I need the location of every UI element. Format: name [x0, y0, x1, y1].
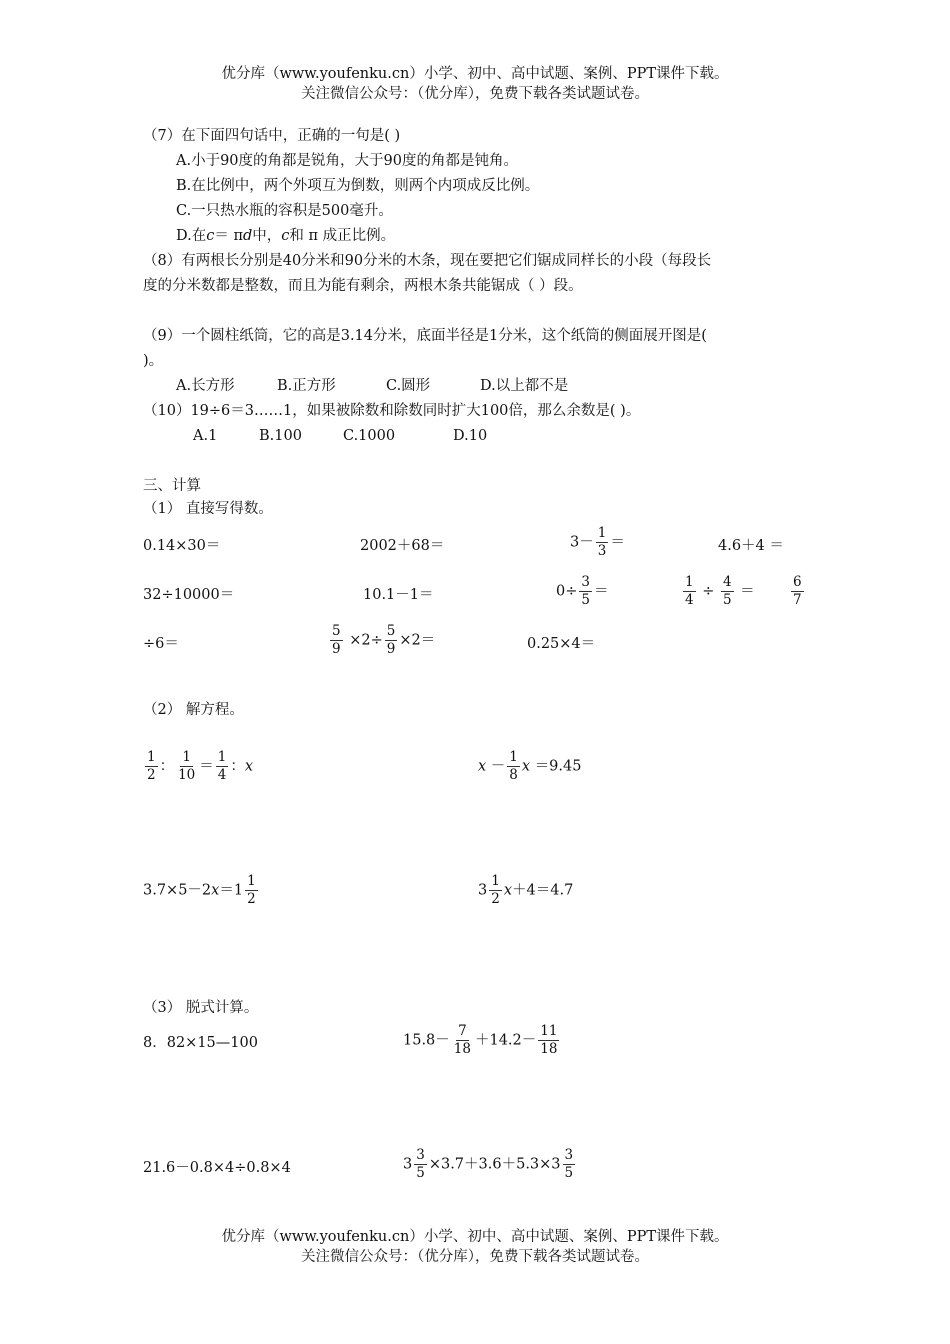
q9-option-b: B.正方形 — [277, 378, 336, 394]
q10-option-c: C.1000 — [343, 428, 396, 444]
direct-r2-a: 32÷10000＝ — [143, 587, 235, 603]
q7-option-a: A.小于90度的角都是锐角，大于90度的角都是钝角。 — [176, 153, 518, 169]
q10-option-b: B.100 — [259, 428, 302, 444]
fraction: $\frac{3}{5}$ — [564, 1147, 574, 1181]
direct-r1-d: 4.6＋4 ＝ — [718, 538, 784, 554]
q7-option-c: C.一只热水瓶的容积是500毫升。 — [176, 203, 393, 219]
q9-line2: )。 — [143, 353, 164, 369]
direct-r1-c: 3－ $\frac{1}{3}$ ＝ — [570, 525, 625, 559]
q9-line1: （9）一个圆柱纸筒，它的高是3.14分米，底面半径是1分米，这个纸筒的侧面展开图是( — [143, 328, 707, 344]
fraction: $\frac{7}{18}$ — [453, 1023, 471, 1057]
q10-stem: （10）19÷6＝3……1，如果被除数和除数同时扩大100倍，那么余数是( )。 — [143, 403, 641, 419]
fraction: $\frac{4}{5}$ — [722, 574, 732, 608]
fraction: $\frac{5}{9}$ — [386, 623, 396, 657]
calc-3: 21.6－0.8×4÷0.8×4 — [143, 1160, 291, 1176]
fraction: $\frac{1}{3}$ — [597, 525, 607, 559]
fraction: $\frac{3}{5}$ — [581, 574, 590, 608]
direct-r2-e — [789, 575, 806, 608]
q10-option-d: D.10 — [453, 428, 488, 444]
direct-r2-b: 10.1－1＝ — [363, 587, 434, 603]
page-header-line2: 关注微信公众号：（优分库），免费下载各类试题试卷。 — [301, 86, 649, 102]
fraction: $\frac{1}{2}$ — [247, 873, 256, 907]
q8-line1: （8）有两根长分别是40分米和90分米的木条，现在要把它们锯成同样长的小段（每段长 — [143, 253, 712, 269]
q8-line2: 度的分米数都是整数，而且为能有剩余，两根木条共能锯成（ ）段。 — [143, 278, 583, 294]
fraction: $\frac{6}{7}$ — [793, 574, 802, 608]
direct-r2-c: 0÷ $\frac{3}{5}$ ＝ — [556, 574, 609, 608]
equation-1: $\frac{1}{2}$ ： $\frac{1}{10}$ ＝ $\frac{1}{4}$ ：x — [147, 749, 254, 783]
equation-2: x － $\frac{1}{8}$ x ＝9.45 — [478, 749, 582, 783]
fraction: $\frac{1}{2}$ — [491, 873, 500, 907]
fraction: $\frac{1}{4}$ — [217, 749, 227, 783]
page-header-line1: 优分库（www.youfenku.cn）小学、初中、高中试题、案例、PPT课件下载。 — [221, 66, 729, 82]
q7-stem: （7）在下面四句话中，正确的一句是( ) — [143, 128, 401, 144]
fraction: $\frac{1}{10}$ — [178, 749, 196, 783]
q7-option-d: D.在c＝ πd中，c和 π 成正比例。 — [176, 228, 396, 244]
part-1-title: （1） 直接写得数。 — [143, 501, 273, 517]
q10-option-a: A.1 — [193, 428, 218, 444]
section-3-title: 三、计算 — [143, 478, 201, 494]
direct-r2-d: $\frac{1}{4}$ ÷ $\frac{4}{5}$ ＝ — [685, 574, 755, 608]
fraction: $\frac{1}{8}$ — [509, 749, 518, 783]
calc-4: 3 $\frac{3}{5}$ ×3.7＋3.6＋5.3×3 $\frac{3}{5}$ — [403, 1147, 574, 1181]
equation-3: 3.7×5－2x＝1 $\frac{1}{2}$ — [143, 873, 256, 907]
fraction: $\frac{5}{9}$ — [332, 623, 341, 657]
equation-4: 3 $\frac{1}{2}$ x＋4＝4.7 — [478, 873, 574, 907]
fraction: $\frac{1}{4}$ — [685, 574, 694, 608]
q9-option-c: C.圆形 — [386, 378, 431, 394]
fraction: $\frac{1}{2}$ — [147, 749, 156, 783]
direct-r3-b: $\frac{5}{9}$ ×2÷ $\frac{5}{9}$ ×2＝ — [332, 623, 436, 657]
q9-option-a: A.长方形 — [176, 378, 235, 394]
calc-1: 8．82×15—100 — [143, 1035, 258, 1051]
part-2-title: （2） 解方程。 — [143, 702, 244, 718]
fraction: $\frac{3}{5}$ — [416, 1147, 425, 1181]
page-footer-line1: 优分库（www.youfenku.cn）小学、初中、高中试题、案例、PPT课件下载。 — [221, 1229, 729, 1245]
q7-option-b: B.在比例中，两个外项互为倒数，则两个内项成反比例。 — [176, 178, 540, 194]
part-3-title: （3） 脱式计算。 — [143, 1000, 259, 1016]
q9-option-d: D.以上都不是 — [480, 378, 569, 394]
fraction: $\frac{11}{18}$ — [540, 1023, 558, 1057]
direct-r3-a: ÷6＝ — [143, 636, 179, 652]
direct-r3-c: 0.25×4＝ — [527, 636, 596, 652]
direct-r1-b: 2002＋68＝ — [360, 538, 445, 554]
direct-r1-a: 0.14×30＝ — [143, 538, 221, 554]
calc-2: 15.8－ $\frac{7}{18}$ ＋14.2－ $\frac{11}{18}$ — [403, 1023, 558, 1057]
page-footer-line2: 关注微信公众号：（优分库），免费下载各类试题试卷。 — [301, 1249, 649, 1265]
